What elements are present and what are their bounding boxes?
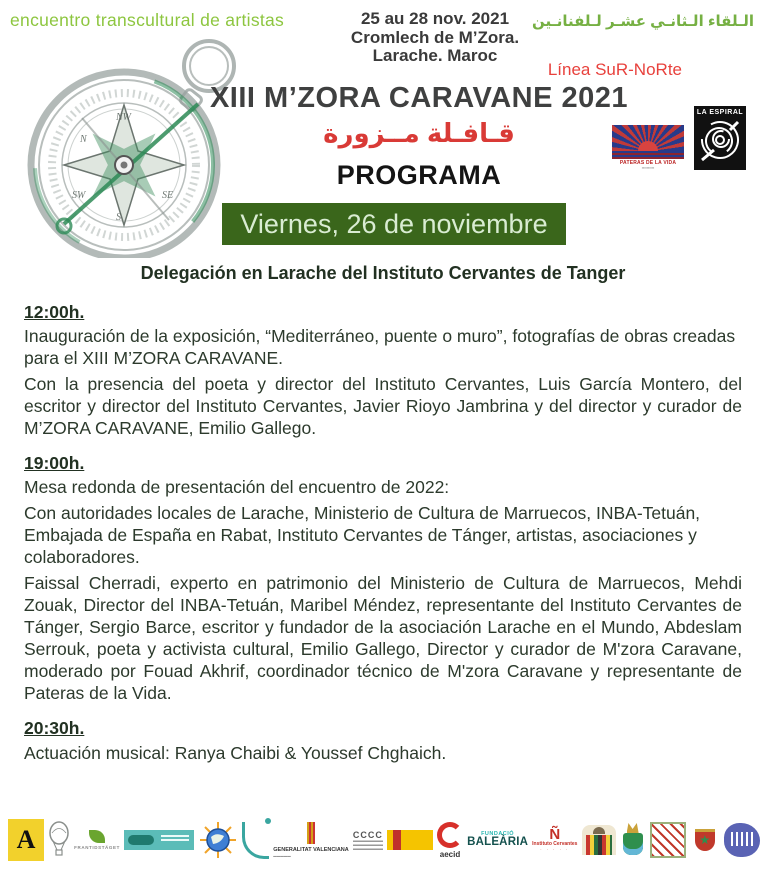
cervantes-dots: · · · · · bbox=[540, 847, 570, 852]
programa-heading: PROGRAMA bbox=[336, 160, 502, 190]
schedule-time-2030: 20:30h. bbox=[24, 718, 85, 739]
sponsor-logo-strip bbox=[8, 810, 760, 870]
aecid-c-icon bbox=[437, 822, 463, 848]
svg-text:NW: NW bbox=[116, 112, 131, 123]
artisanat-emblem-logo bbox=[650, 822, 686, 858]
pateras-sun-icon bbox=[638, 141, 658, 151]
calligraphy-icon bbox=[242, 822, 269, 859]
cervantes-mark: Ñ bbox=[549, 826, 561, 843]
blue-association-logo bbox=[724, 823, 760, 857]
gva-subline: ▬▬▬▬▬ bbox=[273, 853, 291, 858]
cervantes-label: Instituto Cervantes bbox=[532, 840, 578, 847]
event-location-line: Cromlech de M’Zora. bbox=[350, 27, 520, 47]
venue-heading: Delegación en Larache del Instituto Cervantes de Tanger bbox=[140, 263, 626, 283]
cccc-logo bbox=[353, 830, 383, 850]
spiral-icon bbox=[694, 116, 746, 164]
event-dates bbox=[300, 10, 570, 66]
association-chabab-logo bbox=[124, 830, 194, 850]
morocco-coat-of-arms-icon bbox=[690, 821, 720, 859]
diamond-pattern-icon bbox=[650, 822, 686, 858]
schedule-time-1900: 19:00h. bbox=[24, 452, 85, 473]
event-2030-intro: Actuación musical: Ranya Chaibi & Youssef Chghaich. bbox=[24, 742, 447, 763]
amakal-logo bbox=[8, 819, 44, 861]
cccc-lines-icon bbox=[353, 840, 383, 850]
event-city-line: Larache. Maroc bbox=[372, 46, 498, 66]
linea-sur-norte-label: Línea SuR-NoRte bbox=[547, 60, 682, 79]
generalitat-valenciana-logo bbox=[273, 822, 348, 857]
gobierno-espana-icon bbox=[387, 830, 433, 850]
event-1900-detail: Faissal Cherradi, experto en patrimonio del Ministerio de Cultura de Marruecos, Mehdi Zouak, Director del INBA-Tetuán, Maribel Méndez, representante del Instituto Cervantes de Tánger, Sergio Barce, escritor y fundador de la asociación Larache en el Mundo, Abdeslam Serrouk, poeta y activista cultural, Emilio Gallego, Director y curador de M'zora Caravane, moderado por Fouad Akhrif, coordinador técnico de M'zora Caravane y representante de Pateras de la Vida. bbox=[24, 573, 742, 704]
inba-tetuan-logo bbox=[582, 825, 616, 855]
chabab-banner-icon bbox=[124, 830, 194, 850]
svg-text:SW: SW bbox=[72, 190, 86, 201]
globe-sun-logo bbox=[198, 820, 238, 860]
globe-sun-icon bbox=[198, 820, 238, 860]
schedule-time-1200: 12:00h. bbox=[24, 301, 85, 322]
pateras-subline: ▪▪▪▪▪▪▪▪▪▪ bbox=[641, 166, 655, 170]
fundacio-balearia-logo bbox=[467, 832, 528, 849]
gobierno-espana-logo bbox=[387, 830, 433, 850]
poster-title-arabic: قـافـلة مــزورة bbox=[323, 118, 515, 148]
amakal-letter: A bbox=[8, 819, 44, 861]
aecid-logo bbox=[437, 822, 463, 859]
gva-flag-icon bbox=[307, 822, 315, 844]
svg-text:S: S bbox=[116, 212, 121, 223]
program-content bbox=[24, 262, 742, 768]
day-banner: Viernes, 26 de noviembre bbox=[222, 203, 566, 245]
event-1900-participants: Con autoridades locales de Larache, Ministerio de Cultura de Marruecos, INBA-Tetuán, Embajada de España en Rabat, Instituto Cervantes de Tánger, artistas, asociaciones y colaboradores. bbox=[24, 503, 701, 568]
balearia-label: BALEÀRIA bbox=[467, 836, 529, 848]
cccc-label: CCCC bbox=[352, 830, 383, 840]
hot-air-balloon-logo bbox=[48, 820, 70, 860]
blue-emblem-icon bbox=[724, 823, 760, 857]
tagline: encuentro transcultural de artistas bbox=[10, 10, 285, 30]
event-date-range: 25 au 28 nov. 2021 bbox=[360, 9, 510, 28]
arabic-heading: الـلقاء الـثانـي عشـر لـلفنانـين bbox=[532, 13, 754, 30]
fundacio-label: FUNDACIÓ bbox=[481, 830, 515, 837]
morocco-ministry-logo bbox=[690, 821, 720, 859]
event-1900-intro: Mesa redonda de presentación del encuentro de 2022: bbox=[24, 477, 450, 497]
arabic-calligraphy-logo bbox=[242, 822, 269, 859]
balloon-icon bbox=[48, 820, 70, 860]
aecid-label: aecid bbox=[439, 849, 461, 859]
poster-title: XIII M’ZORA CARAVANE 2021 bbox=[209, 82, 629, 114]
larache-crest-logo bbox=[620, 823, 646, 857]
svg-text:N: N bbox=[80, 134, 87, 145]
leaf-icon bbox=[89, 830, 105, 843]
green-crest-icon bbox=[620, 823, 646, 857]
la-espiral-logo bbox=[694, 106, 746, 170]
frantidstaget-logo bbox=[74, 830, 120, 850]
pateras-sea-icon bbox=[612, 151, 684, 159]
espiral-label: LA ESPIRAL bbox=[696, 109, 744, 116]
frantidstaget-label: FRANTIDSTÄGET bbox=[74, 845, 120, 850]
event-1200-intro: Inauguración de la exposición, “Mediterráneo, puente o muro”, fotografías de obras creadas para el XIII M’ZORA CARAVANE. bbox=[24, 325, 736, 368]
event-1200-detail: Con la presencia del poeta y director del Instituto Cervantes, Luis García Montero, del escritor y director del Instituto Cervantes, Javier Rioyo Jambrina y del director y curador de M’ZORA CARAVANE, Emilio Gallego. bbox=[24, 373, 742, 438]
instituto-cervantes-logo bbox=[532, 828, 577, 852]
pateras-rays-icon bbox=[612, 125, 684, 159]
poster-header bbox=[0, 0, 768, 258]
mosque-icon bbox=[582, 825, 616, 855]
pateras-label: PATERAS DE LA VIDA bbox=[619, 160, 677, 166]
gva-label: GENERALITAT VALENCIANA bbox=[273, 847, 349, 854]
svg-text:SE: SE bbox=[162, 190, 174, 201]
